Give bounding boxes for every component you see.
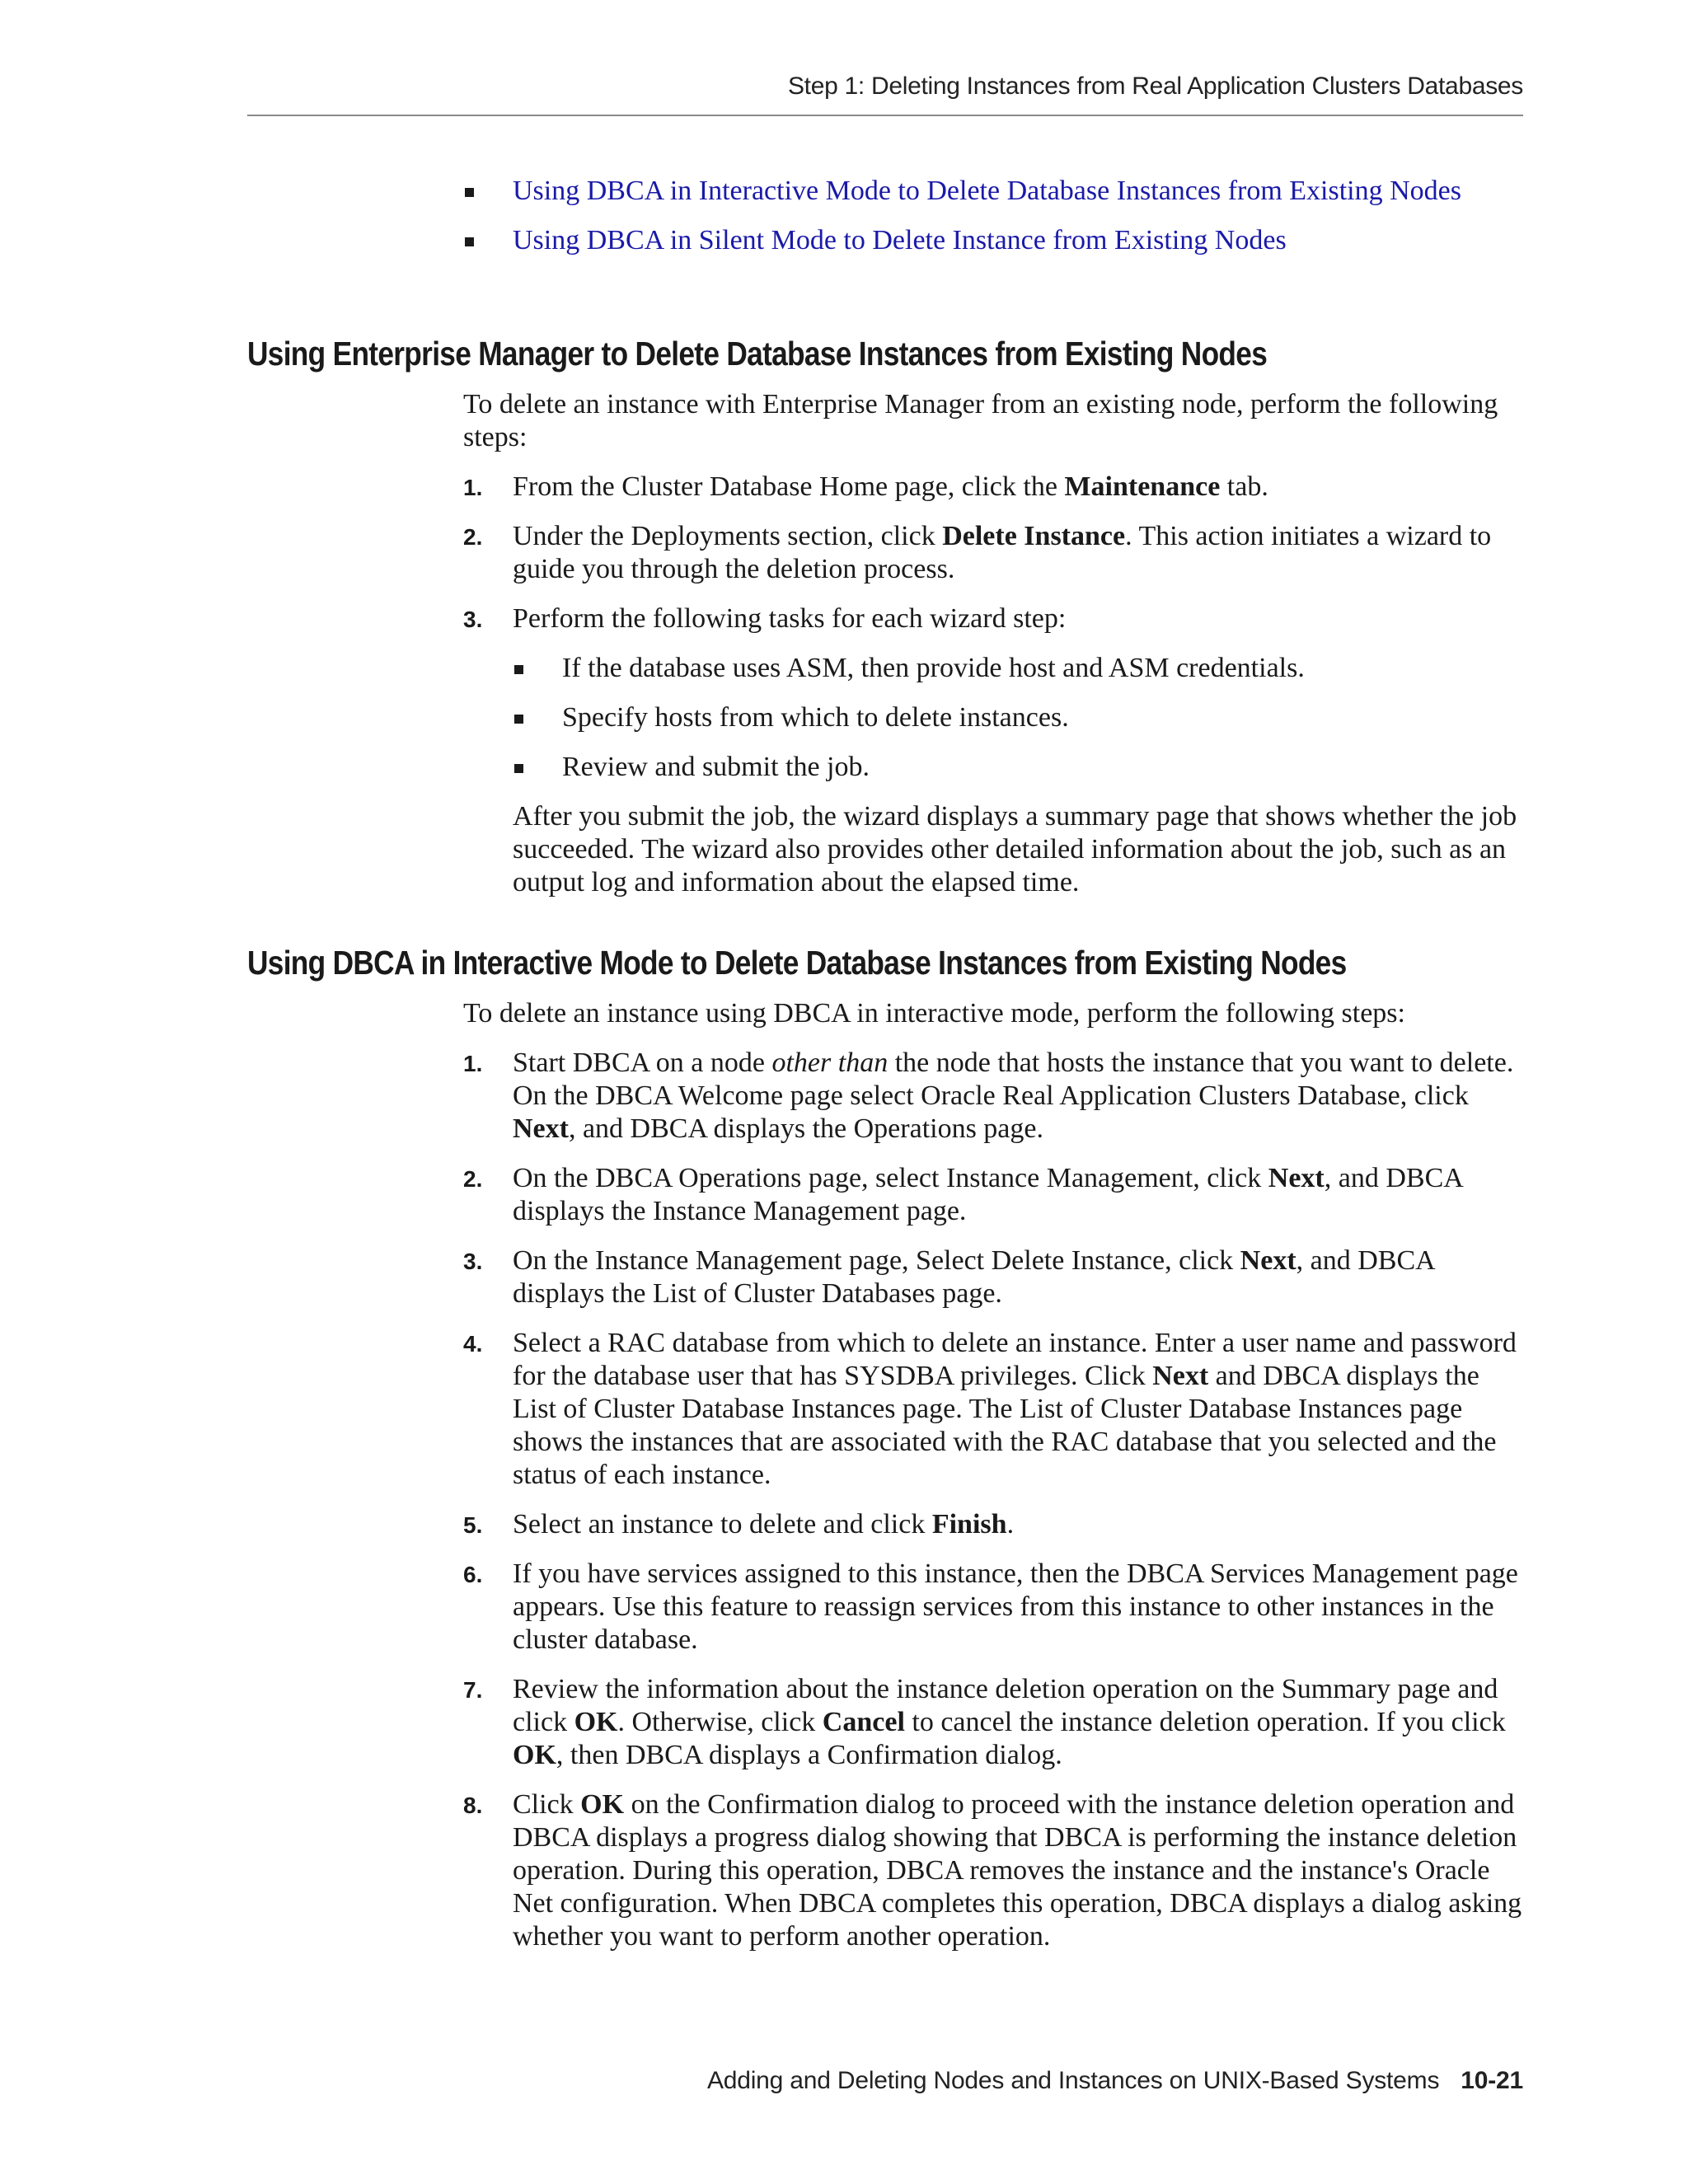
task-text: If the database uses ASM, then provide host and ASM credentials. (562, 653, 1305, 683)
ui-term: OK (513, 1740, 556, 1770)
step-text: Under the Deployments section, click (513, 521, 943, 551)
ui-term: Next (513, 1113, 569, 1144)
section-dbca-interactive (463, 997, 1526, 1953)
step-text: the node that hosts the instance that you want to delete. On the DBCA Welcome page select Oracle Real Application Clusters Database, click (513, 1047, 1514, 1111)
step-text: on the Confirmation dialog to proceed with the instance deletion operation and DBCA displays a progress dialog showing that DBCA is performing the instance deletion operation. During this operation, DBCA removes the instance and the instance's Oracle Net configuration. When DBCA completes this operation, DBCA displays a dialog asking whether you want to perform another operation. (513, 1789, 1522, 1952)
step-number: 3. (463, 1249, 483, 1274)
step-text: , and DBCA displays the List of Cluster Databases page. (513, 1245, 1434, 1309)
step-text: . (1006, 1509, 1015, 1540)
step-number: 2. (463, 524, 483, 550)
bullet-icon (465, 237, 474, 246)
section-heading-enterprise-manager: Using Enterprise Manager to Delete Database Instances from Existing Nodes (247, 335, 1268, 373)
section-intro: To delete an instance with Enterprise Manager from an existing node, perform the following steps: (463, 389, 1498, 452)
bullet-icon (514, 715, 523, 724)
step-number: 1. (463, 1051, 483, 1076)
step-number: 7. (463, 1677, 483, 1703)
header-rule (247, 115, 1523, 116)
bullet-icon (514, 665, 523, 674)
list-item (513, 701, 1526, 734)
list-item (513, 652, 1526, 685)
step-text: . Otherwise, click (617, 1707, 823, 1737)
ui-term: Cancel (822, 1707, 905, 1737)
step-text: Select a RAC database from which to delete an instance. Enter a user name and password for the database user that has SYSDBA privileges. Click (513, 1328, 1517, 1391)
step-text: On the DBCA Operations page, select Instance Management, click (513, 1163, 1268, 1193)
step-number: 3. (463, 607, 483, 632)
task-text: Specify hosts from which to delete instances. (562, 702, 1069, 733)
step-text: and DBCA displays the List of Cluster Database Instances page. The List of Cluster Database Instances page shows the instances that are associated with the RAC database that you selected and the status of each instance. (513, 1361, 1497, 1490)
step-text: Select an instance to delete and click (513, 1509, 932, 1540)
link-dbca-silent[interactable]: Using DBCA in Silent Mode to Delete Instance from Existing Nodes (513, 225, 1287, 255)
page-number: 10-21 (1461, 2067, 1523, 2094)
list-item (513, 751, 1526, 784)
list-item (463, 1244, 1526, 1310)
running-header: Step 1: Deleting Instances from Real Application Clusters Databases (787, 73, 1523, 100)
bullet-icon (465, 188, 474, 197)
step-text: Click (513, 1789, 581, 1820)
section-enterprise-manager (463, 388, 1526, 899)
step-text: Review the information about the instance deletion operation on the Summary page and click (513, 1674, 1498, 1737)
task-text: Review and submit the job. (562, 752, 870, 782)
list-item (463, 1327, 1526, 1492)
list-item (463, 471, 1526, 504)
step-number: 4. (463, 1331, 483, 1357)
page-footer (707, 2067, 1523, 2095)
step-text: From the Cluster Database Home page, click the (513, 471, 1065, 502)
ui-term: Next (1152, 1361, 1209, 1391)
step-number: 1. (463, 475, 483, 500)
ui-term: OK (574, 1707, 618, 1737)
step-text: , and DBCA displays the Instance Management page. (513, 1163, 1462, 1226)
list-item (463, 1673, 1526, 1772)
ui-term: Maintenance (1064, 471, 1221, 502)
list-item (463, 1162, 1526, 1228)
list-item (463, 1788, 1526, 1953)
link-dbca-interactive[interactable]: Using DBCA in Interactive Mode to Delete Database Instances from Existing Nodes (513, 176, 1462, 206)
ui-term: OK (580, 1789, 625, 1820)
bullet-icon (514, 764, 523, 773)
list-item (463, 602, 1526, 899)
step-number: 5. (463, 1512, 483, 1538)
list-item (463, 175, 1526, 208)
footer-book-title: Adding and Deleting Nodes and Instances on UNIX-Based Systems (706, 2067, 1440, 2094)
ui-term: Delete Instance (942, 521, 1126, 551)
ui-term: Next (1240, 1245, 1296, 1276)
section-intro: To delete an instance using DBCA in interactive mode, perform the following steps: (463, 998, 1405, 1029)
ui-term: Finish (931, 1509, 1007, 1540)
list-item (463, 520, 1526, 586)
section-heading-dbca-interactive: Using DBCA in Interactive Mode to Delete Database Instances from Existing Nodes (247, 944, 1347, 982)
step-text: On the Instance Management page, Select Delete Instance, click (513, 1245, 1240, 1276)
step-text: If you have services assigned to this instance, then the DBCA Services Management page appears. Use this feature to reassign services from this instance to other instances in the cluster database. (513, 1558, 1518, 1655)
step-text: , then DBCA displays a Confirmation dialog. (556, 1740, 1062, 1770)
list-item (463, 1508, 1526, 1541)
step-text: . This action initiates a wizard to guide you through the deletion process. (513, 521, 1492, 584)
step-number: 6. (463, 1562, 483, 1587)
step-text: , and DBCA displays the Operations page. (568, 1113, 1043, 1144)
emphasis: other than (771, 1047, 889, 1078)
list-item (463, 1047, 1526, 1146)
related-topics-list (463, 175, 1526, 274)
list-item (463, 224, 1526, 257)
step-text: to cancel the instance deletion operation. If you click (904, 1707, 1506, 1737)
list-item (463, 1558, 1526, 1657)
step-number: 2. (463, 1166, 483, 1192)
ui-term: Next (1268, 1163, 1325, 1193)
step-number: 8. (463, 1793, 483, 1818)
step-text: Start DBCA on a node (513, 1047, 772, 1078)
closing-paragraph: After you submit the job, the wizard displays a summary page that shows whether the job succeeded. The wizard also provides other detailed information about the job, such as an output log and information about the elapsed time. (513, 801, 1517, 898)
step-text: tab. (1220, 471, 1268, 502)
step-text: Perform the following tasks for each wizard step: (513, 603, 1067, 634)
